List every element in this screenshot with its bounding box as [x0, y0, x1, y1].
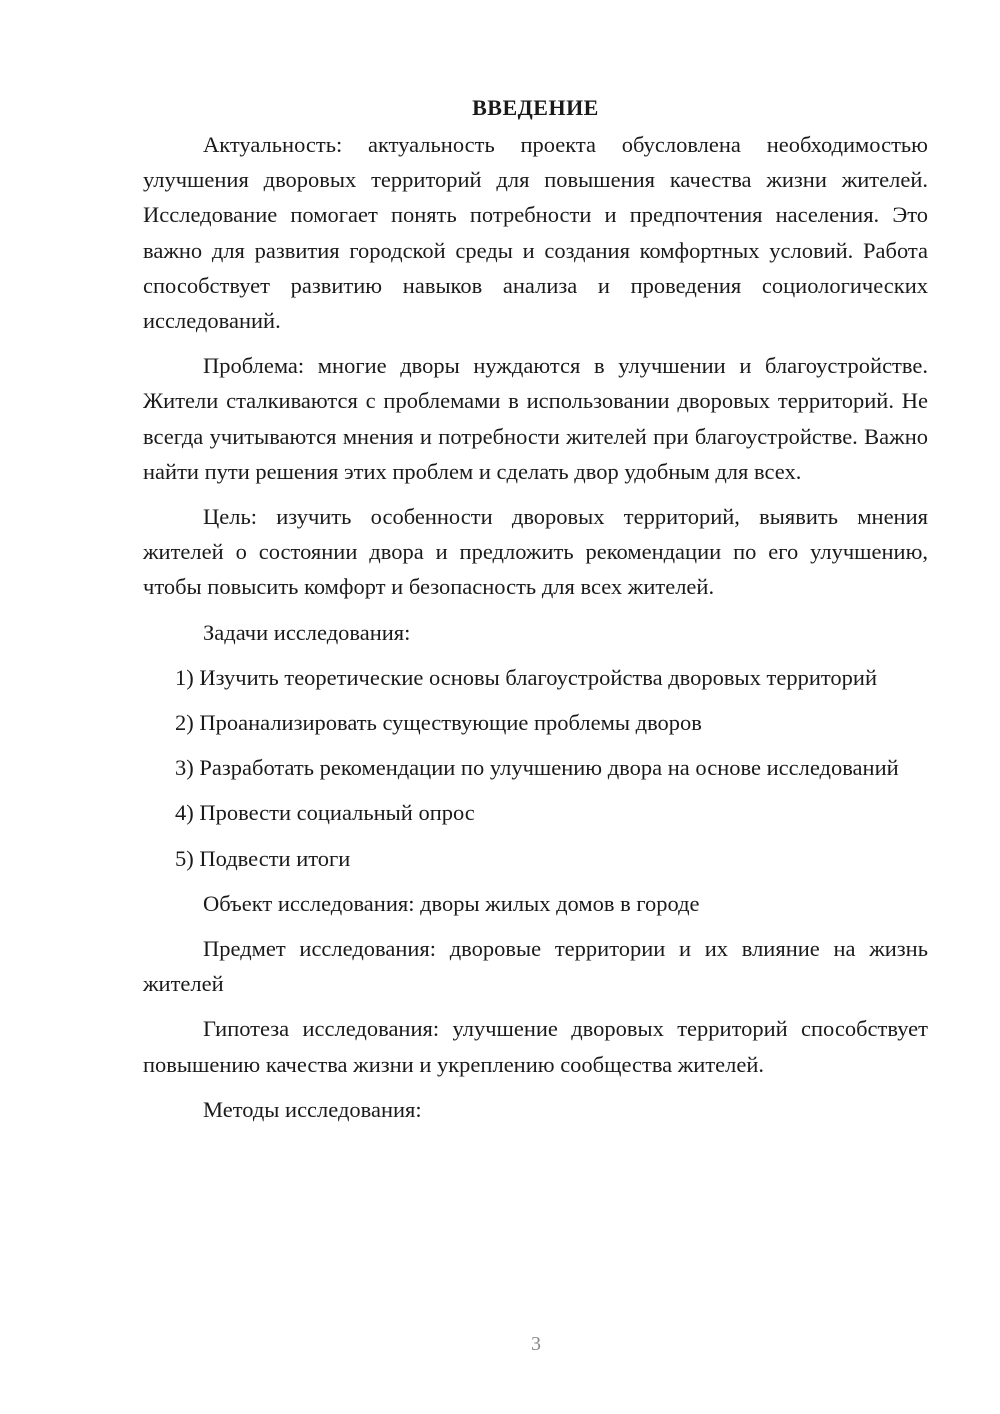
paragraph-goal: Цель: изучить особенности дворовых территорий, выявить мнения жителей о состоянии двора и предложить рекомендации по его улучшению, чтобы повысить комфорт и безопасность для всех жителей. — [143, 504, 928, 600]
paragraph-subject: Предмет исследования: дворовые территории и их влияние на жизнь жителей — [143, 936, 928, 997]
paragraph-relevance: Актуальность: актуальность проекта обусловлена необходимостью улучшения дворовых территорий для повышения качества жизни жителей. Исследование помогает понять потребности и предпочтения населения. Это важно для развития городской среды и создания комфортных условий. Работа способствует развитию навыков анализа и проведения социологических исследований. — [143, 132, 928, 334]
task-item-2: 2) Проанализировать существующие проблемы дворов — [175, 710, 702, 736]
task-item-5: 5) Подвести итоги — [175, 845, 351, 871]
paragraph-hypothesis: Гипотеза исследования: улучшение дворовых территорий способствует повышению качества жизни и укреплению сообщества жителей. — [143, 1016, 928, 1077]
task-item-3: 3) Разработать рекомендации по улучшению двора на основе исследований — [175, 755, 899, 781]
paragraph-methods: Методы исследования: — [203, 1096, 422, 1122]
page-number: 3 — [531, 1333, 541, 1355]
paragraph-problem: Проблема: многие дворы нуждаются в улучшении и благоустройстве. Жители сталкиваются с проблемами в использовании дворовых территорий. Не всегда учитываются мнения и потребности жителей при благоустройстве. Важно найти пути решения этих проблем и сделать двор удобным для всех. — [143, 353, 928, 484]
task-item-4: 4) Провести социальный опрос — [175, 800, 475, 826]
paragraph-object: Объект исследования: дворы жилых домов в городе — [203, 890, 700, 916]
task-item-1: 1) Изучить теоретические основы благоустройства дворовых территорий — [175, 664, 877, 690]
paragraph-tasks-heading: Задачи исследования: — [203, 619, 411, 645]
section-title: ВВЕДЕНИЕ — [472, 95, 599, 120]
document-page — [143, 90, 928, 1127]
